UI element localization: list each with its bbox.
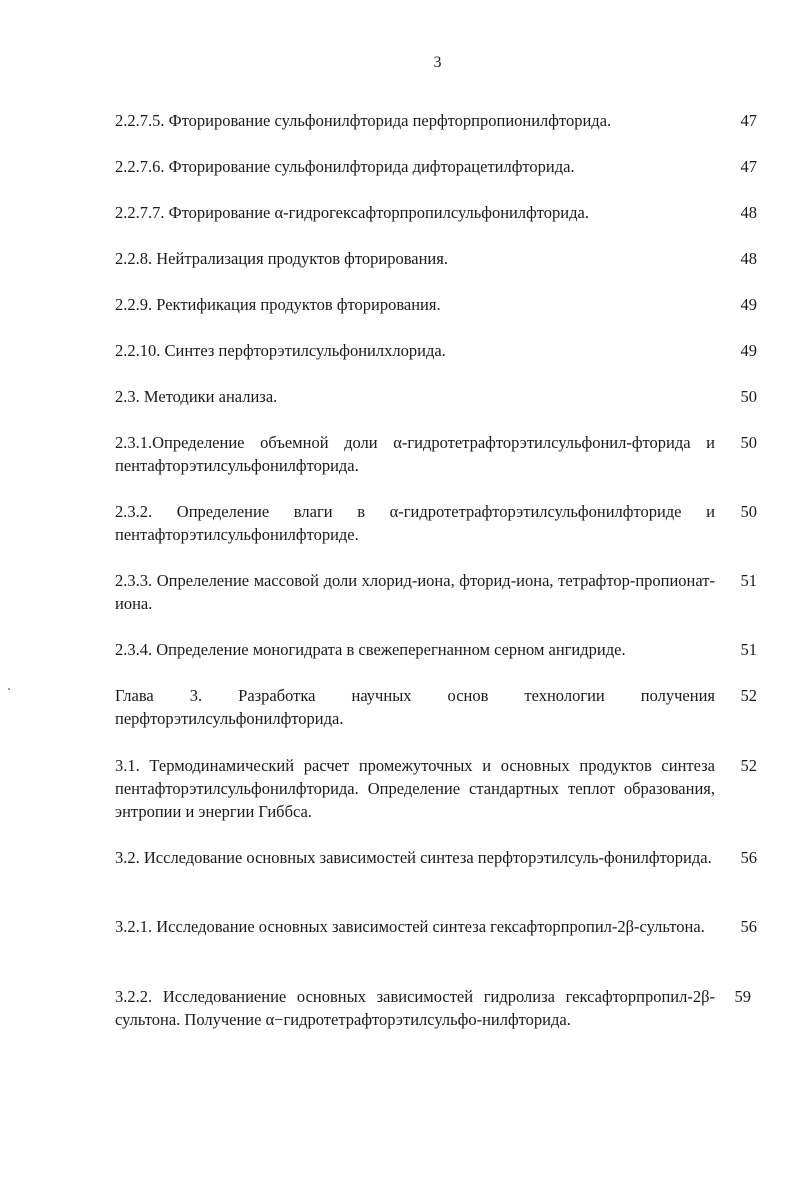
scan-speck xyxy=(8,688,10,690)
toc-entry xyxy=(115,247,765,270)
toc-entry-page: 50 xyxy=(740,502,757,521)
toc-entry-text: 2.3.1.Определение объемной доли α-гидротетрафторэтилсульфонил-фторида и пентафторэтилсульфонилфторида. xyxy=(115,433,715,475)
toc-entry-page: 50 xyxy=(740,433,757,452)
toc-entry-page: 56 xyxy=(740,917,757,936)
toc-entry-text: 2.3.4. Определение моногидрата в свежеперегнанном серном ангидриде. xyxy=(115,640,626,659)
toc-entry-text: 2.2.7.6. Фторирование сульфонилфторида дифторацетилфторида. xyxy=(115,157,575,176)
toc-entry xyxy=(115,985,765,1031)
toc-entry-page: 48 xyxy=(740,249,757,268)
toc-entry-page: 56 xyxy=(740,848,757,867)
toc-entry-page: 52 xyxy=(740,756,757,775)
toc-entry-page: 50 xyxy=(740,387,757,406)
toc-entry-page: 49 xyxy=(740,341,757,360)
toc-entry-page: 49 xyxy=(740,295,757,314)
toc-entry-text: 2.3.2. Определение влаги в α-гидротетрафторэтилсульфонилфториде и пентафторэтилсульфонилфториде. xyxy=(115,502,715,544)
page-number: 3 xyxy=(433,54,442,71)
toc-entry-text: 2.2.7.5. Фторирование сульфонилфторида перфторпропионилфторида. xyxy=(115,111,612,130)
toc-entry xyxy=(115,385,765,408)
toc-entry xyxy=(115,638,765,661)
toc-entry-text: 3.2.2. Исследованиение основных зависимостей гидролиза гексафторпропил-2β-сультона. Получение α−гидротетрафторэтилсульфо-нилфторида. xyxy=(115,987,715,1029)
toc-entry-page: 52 xyxy=(740,686,757,705)
toc-entry xyxy=(115,684,765,730)
toc-entry xyxy=(115,431,765,477)
toc-entry-page: 51 xyxy=(740,571,757,590)
toc-entry-text: 2.2.9. Ректификация продуктов фторирования. xyxy=(115,295,441,314)
toc-entry-text: 2.3.3. Опрелеление массовой доли хлорид-иона, фторид-иона, тетрафтор-пропионат-иона. xyxy=(115,571,715,613)
toc-entry-text: 2.2.7.7. Фторирование α-гидрогексафторпропилсульфонилфторида. xyxy=(115,203,589,222)
toc-entry-text: 2.2.8. Нейтрализация продуктов фторирования. xyxy=(115,249,448,268)
toc-entry xyxy=(115,155,765,178)
toc-entry xyxy=(115,339,765,362)
toc-entry xyxy=(115,915,765,938)
toc-entry xyxy=(115,201,765,224)
toc-entry xyxy=(115,109,765,132)
toc-entry-page: 47 xyxy=(740,111,757,130)
toc-entry xyxy=(115,846,765,869)
toc-entry-page: 51 xyxy=(740,640,757,659)
toc-entry xyxy=(115,754,765,823)
toc-entry xyxy=(115,500,765,546)
toc-entry-text: Глава 3. Разработка научных основ технологии получения перфторэтилсульфонилфторида. xyxy=(115,686,715,728)
toc-entry-text: 3.2.1. Исследование основных зависимостей синтеза гексафторпропил-2β-сультона. xyxy=(115,917,705,936)
toc-entry xyxy=(115,569,765,615)
toc-entry-page: 48 xyxy=(740,203,757,222)
toc-entry-page: 59 xyxy=(734,987,751,1006)
toc-entry-text: 2.3. Методики анализа. xyxy=(115,387,278,406)
toc-entry-page: 47 xyxy=(740,157,757,176)
toc-entry-text: 2.2.10. Синтез перфторэтилсульфонилхлорида. xyxy=(115,341,446,360)
toc-entry xyxy=(115,293,765,316)
toc-entry-text: 3.1. Термодинамический расчет промежуточных и основных продуктов синтеза пентафторэтилсульфонилфторида. Определение стандартных теплот образования, энтропии и энергии Гиббса. xyxy=(115,756,715,821)
toc-entry-text: 3.2. Исследование основных зависимостей синтеза перфторэтилсуль-фонилфторида. xyxy=(115,848,712,867)
